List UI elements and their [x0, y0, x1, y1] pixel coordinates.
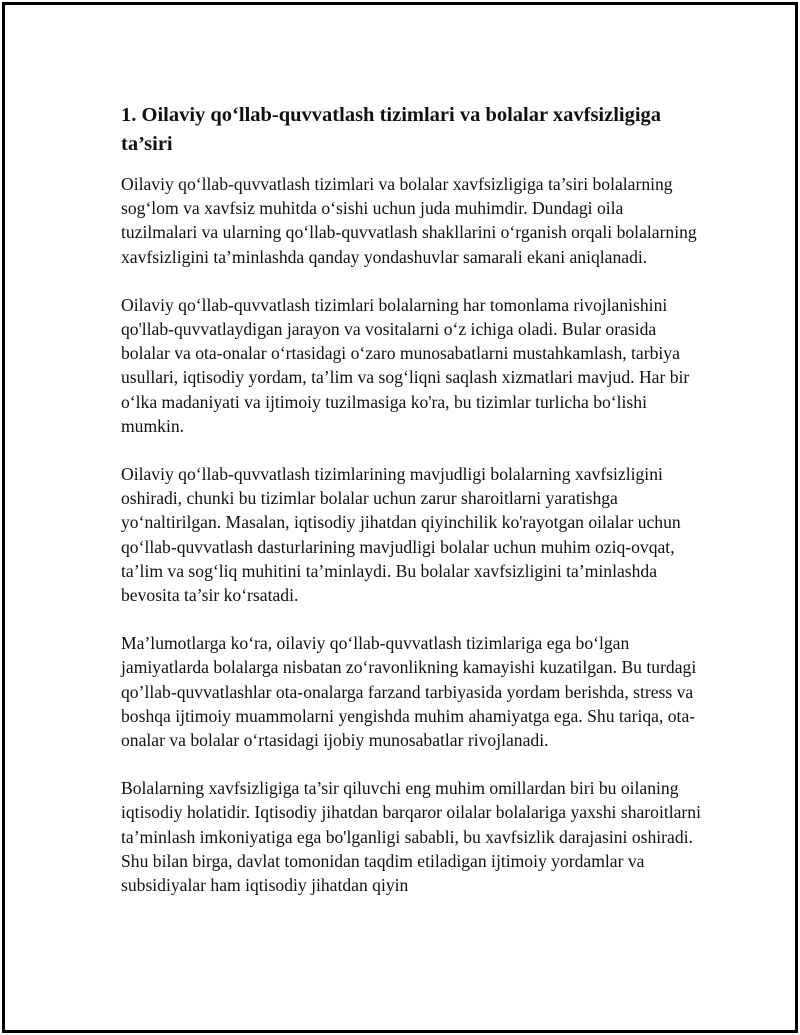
paragraph-2: Oilaviy qo‘llab-quvvatlash tizimlari bolalarning har tomonlama rivojlanishini qo'llab-quvvatlaydigan jarayon va vositalarni o‘z ichiga oladi. Bular orasida bolalar va ota-onalar o‘rtasidagi o‘zaro munosabatlarni mustahkamlash, tarbiya usullari, iqtisodiy yordam, ta’lim va sog‘liqni saqlash xizmatlari mavjud. Har bir o‘lka madaniyati va ijtimoiy tuzilmasiga ko'ra, bu tizimlar turlicha bo‘lishi mumkin.	[121, 294, 690, 436]
page-frame	[2, 2, 798, 1033]
paragraph-3: Oilaviy qo‘llab-quvvatlash tizimlarining mavjudligi bolalarning xavfsizligini oshiradi, chunki bu tizimlar bolalar uchun zarur sharoitlarni yaratishga yo‘naltirilgan. Masalan, iqtisodiy jihatdan qiyinchilik ko'rayotgan oilalar uchun qo‘llab-quvvatlash dasturlarining mavjudligi bolalar uchun muhim oziq-ovqat, ta’lim va sog‘liq muhitini ta’minlaydi. Bu bolalar xavfsizligini ta’minlashda bevosita ta’sir ko‘rsatadi.	[121, 464, 681, 606]
paragraph-5: Bolalarning xavfsizligiga ta’sir qiluvchi eng muhim omillardan biri bu oilaning iqtisodiy holatidir. Iqtisodiy jihatdan barqaror oilalar bolalariga yaxshi sharoitlarni ta’minlash imkoniyatiga ega bo'lganligi sababli, bu xavfsizlik darajasini oshiradi. Shu bilan birga, davlat tomonidan taqdim etiladigan ijtimoiy yordamlar va subsidiyalar ham iqtisodiy jihatdan qiyin	[121, 778, 701, 896]
paragraph-4: Ma’lumotlarga ko‘ra, oilaviy qo‘llab-quvvatlash tizimlariga ega bo‘lgan jamiyatlarda bolalarga nisbatan zo‘ravonlikning kamayishi kuzatilgan. Bu turdagi qo’llab-quvvatlashlar ota-onalarga farzand tarbiyasida yordam berishda, stress va boshqa ijtimoiy muammolarni yengishda muhim ahamiyatga ega. Shu tariqa, ota-onalar va bolalar o‘rtasidagi ijobiy munosabatlar rivojlanadi.	[121, 633, 697, 751]
paragraph-1: Oilaviy qo‘llab-quvvatlash tizimlari va bolalar xavfsizligiga ta’siri bolalarning sog‘lom va xavfsiz muhitda o‘sishi uchun juda muhimdir. Dundagi oila tuzilmalari va ularning qo‘llab-quvvatlash shakllarini o‘rganish orqali bolalarning xavfsizligini ta’minlashda qanday yondashuvlar samarali ekani aniqlanadi.	[121, 174, 697, 267]
section-heading: 1. Oilaviy qo‘llab-quvvatlash tizimlari va bolalar xavfsizligiga ta’siri	[121, 104, 662, 155]
document-body	[121, 101, 701, 921]
